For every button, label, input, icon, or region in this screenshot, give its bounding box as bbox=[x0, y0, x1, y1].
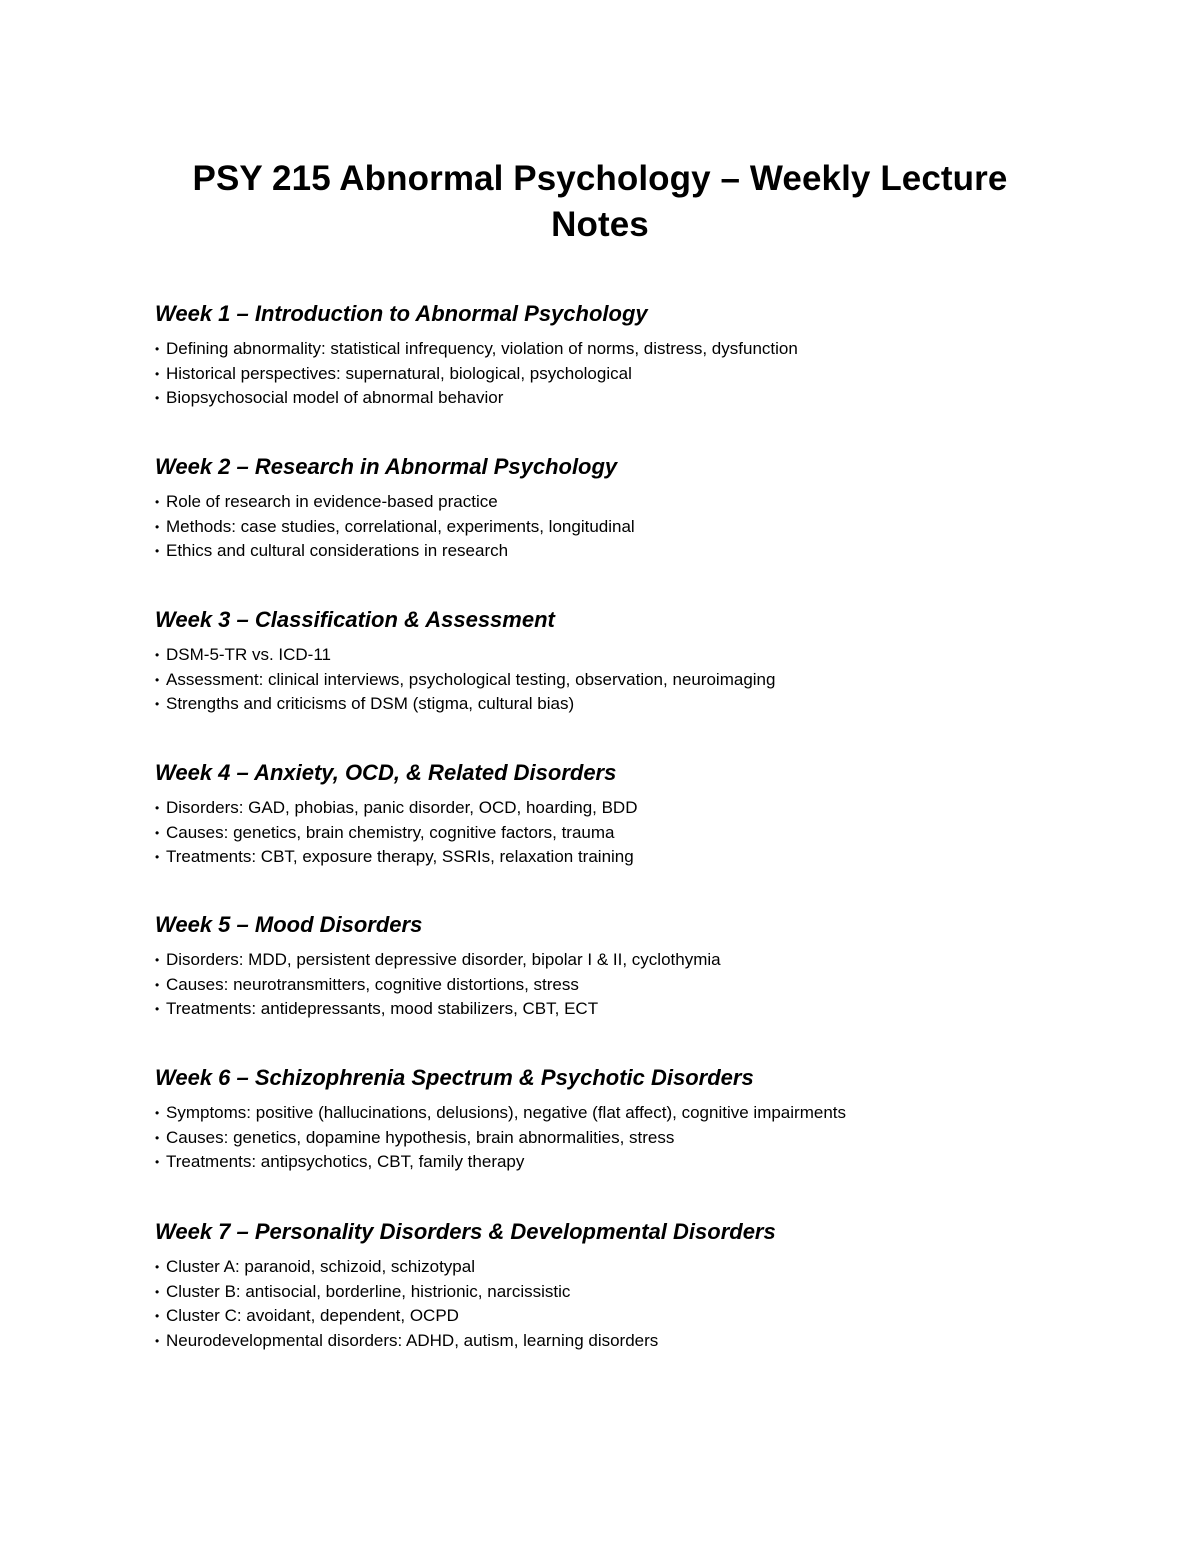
list-item bbox=[155, 1255, 1115, 1280]
list-item-text: Defining abnormality: statistical infrequency, violation of norms, distress, dysfunction bbox=[166, 339, 798, 358]
list-item bbox=[155, 821, 1115, 846]
bullet-icon: • bbox=[155, 825, 160, 840]
list-item bbox=[155, 1150, 1115, 1175]
section-heading: Week 4 – Anxiety, OCD, & Related Disorders bbox=[155, 760, 617, 785]
section-heading: Week 3 – Classification & Assessment bbox=[155, 607, 555, 632]
list-item-text: Disorders: GAD, phobias, panic disorder, OCD, hoarding, BDD bbox=[166, 798, 638, 817]
list-item-text: Neurodevelopmental disorders: ADHD, autism, learning disorders bbox=[166, 1330, 659, 1350]
bullet-icon: • bbox=[155, 697, 160, 711]
bullet-icon: • bbox=[155, 801, 160, 815]
section-heading: Week 1 – Introduction to Abnormal Psychology bbox=[155, 301, 648, 326]
list-item-text: Treatments: antipsychotics, CBT, family therapy bbox=[166, 1152, 525, 1171]
bullet-icon: • bbox=[155, 953, 160, 967]
bullet-list bbox=[155, 796, 1115, 870]
list-item bbox=[155, 643, 1115, 668]
list-item bbox=[155, 692, 1115, 717]
list-item bbox=[155, 845, 1115, 870]
section-heading: Week 7 – Personality Disorders & Developmental Disorders bbox=[155, 1219, 776, 1244]
bullet-icon: • bbox=[155, 519, 160, 534]
document-title: PSY 215 Abnormal Psychology – Weekly Lecture Notes bbox=[192, 159, 1008, 244]
list-item bbox=[155, 362, 1115, 387]
section-week-5 bbox=[155, 911, 1115, 1022]
list-item bbox=[155, 1329, 1115, 1354]
list-item bbox=[155, 997, 1115, 1022]
bullet-icon: • bbox=[155, 391, 160, 405]
bullet-icon: • bbox=[155, 1260, 160, 1274]
list-item-text: Biopsychosocial model of abnormal behavior bbox=[166, 388, 504, 407]
bullet-icon: • bbox=[155, 544, 160, 558]
bullet-icon: • bbox=[155, 977, 160, 992]
bullet-list bbox=[155, 643, 1115, 717]
bullet-list bbox=[155, 1101, 1115, 1175]
list-item-text: Cluster B: antisocial, borderline, histrionic, narcissistic bbox=[166, 1281, 571, 1301]
bullet-icon: • bbox=[155, 672, 160, 687]
bullet-icon: • bbox=[155, 1333, 160, 1348]
list-item bbox=[155, 668, 1115, 693]
list-item bbox=[155, 539, 1115, 564]
section-week-6 bbox=[155, 1064, 1115, 1175]
list-item-text: Symptoms: positive (hallucinations, delusions), negative (flat affect), cognitive impairments bbox=[166, 1103, 846, 1122]
bullet-icon: • bbox=[155, 342, 160, 356]
list-item-text: Cluster C: avoidant, dependent, OCPD bbox=[166, 1306, 459, 1325]
bullet-list bbox=[155, 1255, 1115, 1353]
bullet-icon: • bbox=[155, 1130, 160, 1145]
bullet-icon: • bbox=[155, 648, 160, 662]
list-item bbox=[155, 1126, 1115, 1151]
section-week-4 bbox=[155, 759, 1115, 870]
list-item-text: Cluster A: paranoid, schizoid, schizotypal bbox=[166, 1257, 475, 1276]
bullet-icon: • bbox=[155, 495, 160, 509]
bullet-icon: • bbox=[155, 1284, 160, 1299]
bullet-icon: • bbox=[155, 1106, 160, 1120]
list-item bbox=[155, 337, 1115, 362]
list-item-text: Treatments: CBT, exposure therapy, SSRIs, relaxation training bbox=[166, 847, 634, 866]
list-item-text: Assessment: clinical interviews, psychological testing, observation, neuroimaging bbox=[166, 669, 776, 689]
section-week-7 bbox=[155, 1218, 1115, 1353]
section-heading: Week 5 – Mood Disorders bbox=[155, 912, 423, 937]
section-heading: Week 6 – Schizophrenia Spectrum & Psychotic Disorders bbox=[155, 1065, 754, 1090]
bullet-icon: • bbox=[155, 850, 160, 864]
bullet-icon: • bbox=[155, 1309, 160, 1323]
list-item-text: Treatments: antidepressants, mood stabilizers, CBT, ECT bbox=[166, 999, 599, 1018]
bullet-icon: • bbox=[155, 366, 160, 381]
list-item bbox=[155, 386, 1115, 411]
list-item-text: Strengths and criticisms of DSM (stigma, cultural bias) bbox=[166, 694, 575, 713]
list-item bbox=[155, 1101, 1115, 1126]
section-week-3 bbox=[155, 606, 1115, 717]
bullet-icon: • bbox=[155, 1002, 160, 1016]
list-item bbox=[155, 948, 1115, 973]
list-item-text: Role of research in evidence-based practice bbox=[166, 492, 498, 511]
list-item-text: Methods: case studies, correlational, experiments, longitudinal bbox=[166, 516, 635, 536]
list-item-text: DSM-5-TR vs. ICD-11 bbox=[166, 645, 331, 664]
list-item-text: Historical perspectives: supernatural, biological, psychological bbox=[166, 363, 632, 383]
list-item bbox=[155, 1280, 1115, 1305]
bullet-list bbox=[155, 337, 1115, 411]
bullet-list bbox=[155, 490, 1115, 564]
bullet-list bbox=[155, 948, 1115, 1022]
list-item bbox=[155, 973, 1115, 998]
section-week-2 bbox=[155, 453, 1115, 564]
list-item bbox=[155, 1304, 1115, 1329]
bullet-icon: • bbox=[155, 1155, 160, 1169]
section-week-1 bbox=[155, 300, 1115, 411]
list-item bbox=[155, 490, 1115, 515]
list-item bbox=[155, 796, 1115, 821]
list-item-text: Disorders: MDD, persistent depressive disorder, bipolar I & II, cyclothymia bbox=[166, 950, 721, 969]
list-item-text: Causes: genetics, brain chemistry, cognitive factors, trauma bbox=[166, 822, 615, 842]
section-heading: Week 2 – Research in Abnormal Psychology bbox=[155, 454, 618, 479]
list-item-text: Causes: neurotransmitters, cognitive distortions, stress bbox=[166, 974, 579, 994]
list-item bbox=[155, 515, 1115, 540]
list-item-text: Causes: genetics, dopamine hypothesis, brain abnormalities, stress bbox=[166, 1127, 675, 1147]
list-item-text: Ethics and cultural considerations in research bbox=[166, 541, 509, 560]
